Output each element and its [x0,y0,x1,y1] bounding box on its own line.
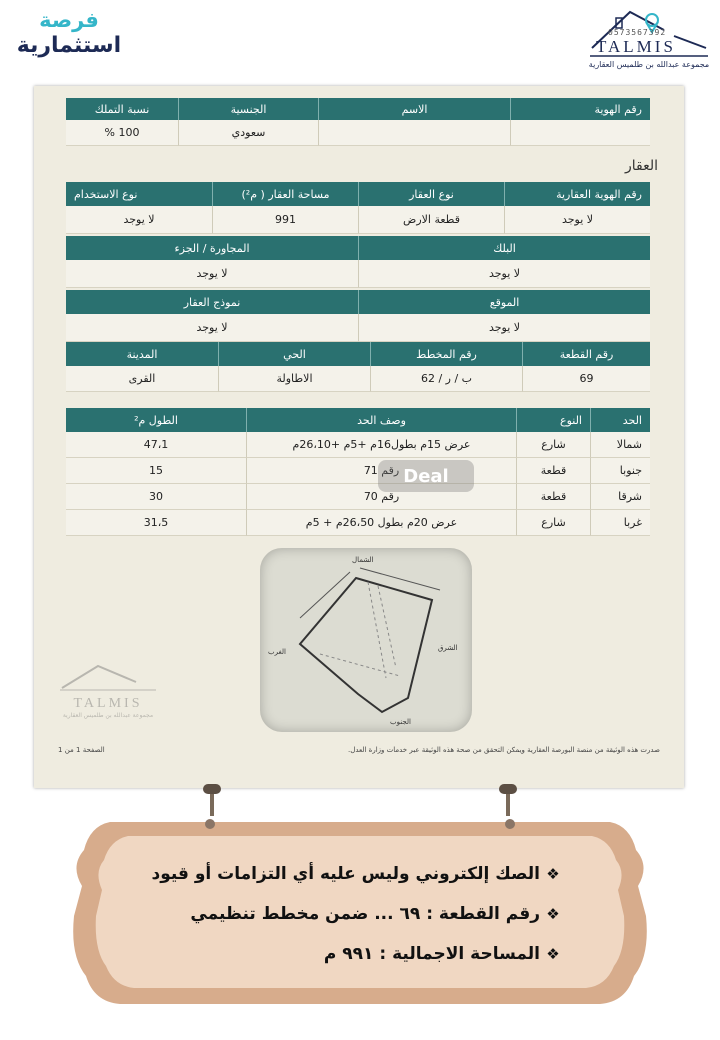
list-item [150,894,566,934]
diamond-bullet-icon: ❖ [546,865,560,883]
boundary-description: عرض 15م بطول16م +5م +26،10م [246,432,516,458]
col-neighborhood-part: المجاورة / الجزء [66,236,358,260]
property-value-row-3 [66,314,650,342]
district-value: الاطاولة [218,366,370,392]
table-row [66,432,650,458]
boundary-type: قطعة [516,458,590,484]
talmis-watermark-sub: مجموعة عبدالله بن طلميس العقارية [62,712,154,719]
property-section-title: العقار [624,158,658,174]
owner-nationality: سعودي [178,120,318,146]
talmis-phone: 0573567392 [608,28,667,37]
diamond-bullet-icon: ❖ [546,905,560,923]
owner-share: 100 % [66,120,178,146]
owner-id [510,120,650,146]
table-row [66,458,650,484]
boundary-length: 31،5 [66,510,246,536]
boundary-side: غربا [590,510,650,536]
boundary-side: شمالا [590,432,650,458]
property-header-row-2 [66,236,650,260]
boundary-description: رقم 71 [246,458,516,484]
boundary-side: جنوبا [590,458,650,484]
boundary-length: 15 [66,458,246,484]
col-ownership: نسبة التملك [66,98,178,120]
plot-number-value: 69 [522,366,650,392]
owner-name [318,120,510,146]
page-number: الصفحة 1 من 1 [58,746,105,754]
property-value-row-2 [66,260,650,288]
property-id-value: لا يوجد [504,206,650,234]
list-item [150,854,566,894]
col-boundary-description: وصف الحد [246,408,516,432]
brand-logo-forsa [14,8,124,60]
col-property-type: نوع العقار [358,182,504,206]
boundary-length: 30 [66,484,246,510]
plot-sketch-map [260,548,472,732]
col-nationality: الجنسية [178,98,318,120]
table-row [66,510,650,536]
property-model-value: لا يوجد [66,314,358,342]
owners-header-row [66,98,650,120]
list-item [150,934,566,974]
col-plot-number: رقم القطعة [522,342,650,366]
col-boundary-type: النوع [516,408,590,432]
boundary-description: عرض 20م بطول 26،50م + 5م [246,510,516,536]
hanger-clip-right [499,784,517,794]
map-south-label: الجنوب [390,718,411,726]
diamond-bullet-icon: ❖ [546,945,560,963]
table-row [66,484,650,510]
boundary-type: شارع [516,510,590,536]
map-west-label: الغرب [268,648,286,656]
bullet-text: المساحة الاجمالية : ٩٩١ م [323,944,540,964]
deal-watermark: Deal [378,460,474,492]
boundary-length: 47،1 [66,432,246,458]
boundary-side: شرقا [590,484,650,510]
col-property-area: مساحة العقار ( م²) [212,182,358,206]
boundary-type: شارع [516,432,590,458]
brand-line-1: فرصة [39,8,99,32]
boundary-description: رقم 70 [246,484,516,510]
talmis-subtitle: مجموعة عبدالله بن طلميس العقارية [588,60,710,69]
col-plan-number: رقم المخطط [370,342,522,366]
boundary-type: قطعة [516,484,590,510]
plan-number-value: ب / ر / 62 [370,366,522,392]
col-block: البلك [358,236,650,260]
talmis-wordmark: TALMIS [596,37,676,56]
sign-bullet-list [150,854,566,974]
property-header-row-3 [66,290,650,314]
map-east-label: الشرق [438,644,458,652]
col-boundary: الحد [590,408,650,432]
map-north-label: الشمال [352,556,374,564]
brand-line-2: استثمارية [16,33,122,58]
talmis-logo [586,6,712,70]
property-header-row-4 [66,342,650,366]
talmis-watermark [58,662,158,719]
col-boundary-length: الطول م² [66,408,246,432]
bullet-text: الصك إلكتروني وليس عليه أي التزامات أو قيود [151,864,540,884]
location-value: لا يوجد [358,314,650,342]
house-watermark-icon [58,662,158,692]
col-usage-type: نوع الاستخدام [66,182,212,206]
bullet-text: رقم القطعة : ٦٩ ... ضمن مخطط تنظيمي [190,904,540,924]
title-deed-document [34,86,684,788]
owners-value-row [66,120,650,146]
hanger-clip-left [203,784,221,794]
property-value-row-1 [66,206,650,234]
col-property-id: رقم الهوية العقارية [504,182,650,206]
col-name: الاسم [318,98,510,120]
col-city: المدينة [66,342,218,366]
col-property-model: نموذج العقار [66,290,358,314]
property-value-row-4 [66,366,650,392]
boundaries-header-row [66,408,650,432]
col-id-number: رقم الهوية [510,98,650,120]
col-location: الموقع [358,290,650,314]
talmis-watermark-word: TALMIS [73,696,143,711]
property-header-row-1 [66,182,650,206]
block-value: لا يوجد [358,260,650,288]
property-area-value: 991 [212,206,358,234]
plot-outline-icon [260,548,472,732]
neighborhood-part-value: لا يوجد [66,260,358,288]
city-value: القرى [66,366,218,392]
usage-type-value: لا يوجد [66,206,212,234]
col-district: الحي [218,342,370,366]
document-footnote: صدرت هذه الوثيقة من منصة البورصة العقارية ويمكن التحقق من صحة هذه الوثيقة عبر خدمات وزارة العدل. [348,746,660,754]
property-type-value: قطعة الارض [358,206,504,234]
